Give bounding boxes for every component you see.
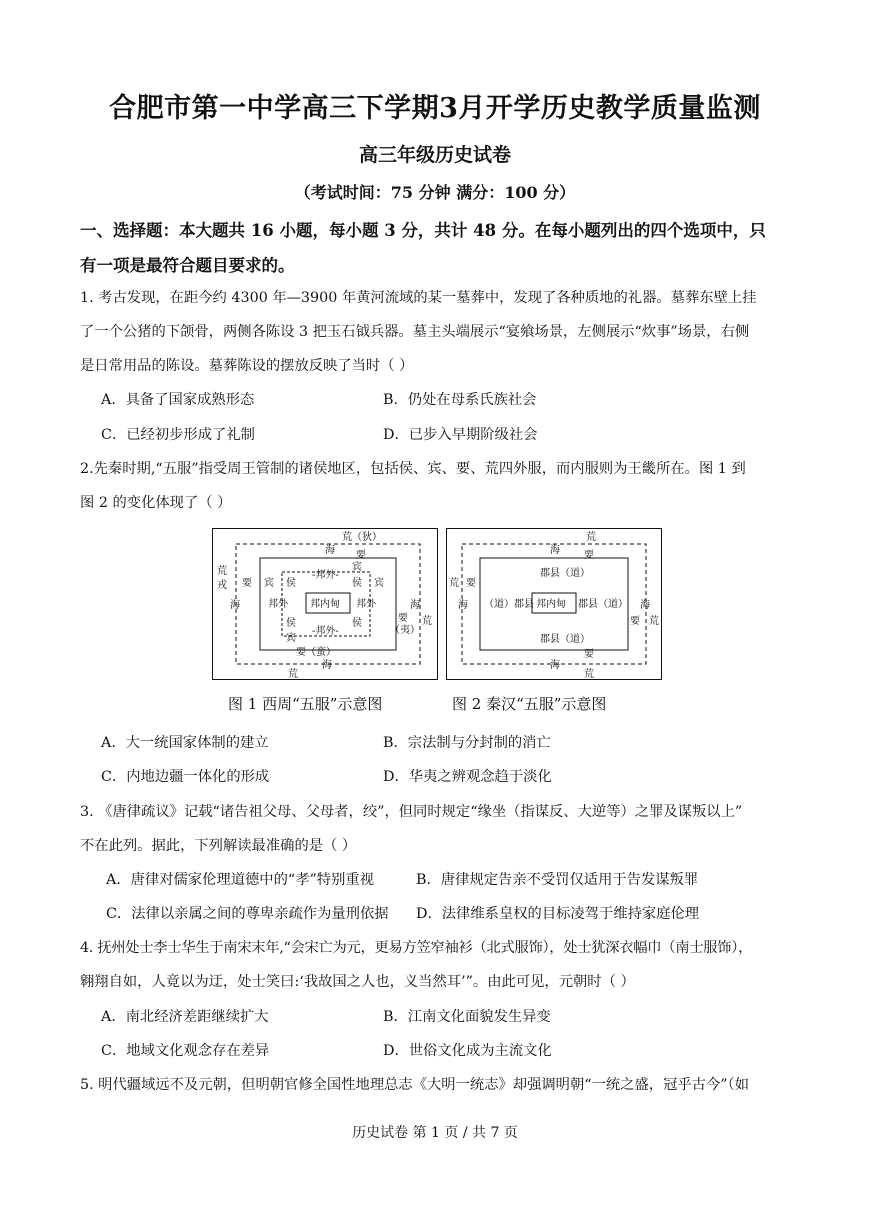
q3-stem-line1: 3. 《唐律疏议》记载“诸告祖父母、父母者，绞”，但同时规定“缘坐（指谋反、大逆等）之罪及谋叛以上” xyxy=(80,804,743,820)
exam-subtitle: 高三年级历史试卷 xyxy=(358,144,511,166)
fig1-hou-br: 侯 xyxy=(352,618,362,629)
fig1-bangwai-bottom: -邦外- xyxy=(312,626,339,637)
fig1-left-sea: 海 xyxy=(230,600,240,611)
q4-option-d[interactable]: D．世俗文化成为主流文化 xyxy=(383,1043,552,1059)
q4-option-c[interactable]: C．地域文化观念存在差异 xyxy=(101,1043,270,1059)
fig1-right-sea: 海 xyxy=(410,600,420,611)
fig2-top-yao: 要 xyxy=(584,550,594,561)
fig1-bin-bottom: 宾 xyxy=(286,633,296,644)
q4-option-b[interactable]: B．江南文化面貌发生异变 xyxy=(383,1009,551,1025)
fig2-left-dao: （道）郡县 xyxy=(484,599,534,610)
fig1-right-yao: 要 xyxy=(398,613,408,624)
fig1-bangwai-top: -邦外- xyxy=(312,570,339,581)
fig1-caption: 图 1 西周“五服”示意图 xyxy=(228,695,383,713)
fig1-left-yao: 要 xyxy=(242,578,252,589)
fig1-right-yi: （夷） xyxy=(390,625,420,636)
q1-option-d[interactable]: D．已步入早期阶级社会 xyxy=(383,427,538,443)
fig1-hou-tr: 侯 xyxy=(352,578,362,589)
q3-option-b[interactable]: B．唐律规定告亲不受罚仅适用于告发谋叛罪 xyxy=(416,872,699,888)
fig1-hou-bl: 侯 xyxy=(286,618,296,629)
fig1-bangwai-left: 邦外 xyxy=(268,599,288,610)
q1-option-c[interactable]: C．已经初步形成了礼制 xyxy=(101,427,255,443)
q2-option-a[interactable]: A．大一统国家体制的建立 xyxy=(101,735,269,751)
q3-stem-line2: 不在此列。据此，下列解读最准确的是（ ） xyxy=(80,838,357,854)
fig1-hou-tl: 侯 xyxy=(286,578,296,589)
fig2-top-outer: 荒 xyxy=(586,532,596,543)
fig2-right-sea: 海 xyxy=(640,600,650,611)
page-footer: 历史试卷 第 1 页 / 共 7 页 xyxy=(352,1125,518,1141)
fig2-caption: 图 2 秦汉“五服”示意图 xyxy=(452,695,607,713)
fig1-bangwai-right: 邦外 xyxy=(356,599,376,610)
fig2-bottom-sea: 海 xyxy=(550,660,560,671)
q3-option-c[interactable]: C．法律以亲属之间的尊卑亲疏作为量刑依据 xyxy=(106,906,389,922)
q1-option-a[interactable]: A．具备了国家成熟形态 xyxy=(101,392,255,408)
fig1-bin-right: 宾 xyxy=(374,578,384,589)
q2-stem-line2: 图 2 的变化体现了（ ） xyxy=(80,495,232,511)
fig2-left-sea: 海 xyxy=(458,600,468,611)
fig2-left-outer: 荒 xyxy=(449,578,459,589)
section-heading-line2: 有一项是最符合题目要求的。 xyxy=(80,256,295,275)
fig2-right-dao: 郡县（道） xyxy=(578,599,628,610)
q4-stem-line1: 4. 抚州处士李士华生于南宋末年,“会宋亡为元，更易方笠窄袖衫（北式服饰），处士犹深衣幅巾（南士服饰）， xyxy=(80,940,753,956)
fig2-wufu-diagram xyxy=(446,528,662,680)
fig1-left-outer: 荒 xyxy=(217,566,227,577)
fig2-bottom-outer: 荒 xyxy=(584,669,594,680)
fig1-center: 邦内甸 xyxy=(310,599,340,610)
q4-option-a[interactable]: A．南北经济差距继续扩大 xyxy=(101,1009,269,1025)
q2-stem-line1: 2.先秦时期,“五服”指受周王管制的诸侯地区，包括侯、宾、要、荒四外服，而内服则为王畿所在。图 1 到 xyxy=(80,461,746,477)
q3-option-a[interactable]: A．唐律对儒家伦理道德中的“孝”特别重视 xyxy=(106,872,374,888)
q4-stem-line2: 翱翔自如，人竟以为迂，处士笑曰:‘我故国之人也，义当然耳’”。由此可见，元朝时（ ） xyxy=(80,974,635,990)
fig2-top-jx: 郡县（道） xyxy=(540,568,590,579)
fig1-bottom-outer: 荒 xyxy=(288,669,298,680)
q5-stem-line1: 5. 明代疆域远不及元朝，但明朝官修全国性地理总志《大明一统志》却强调明朝“一统之盛，冠乎古今”（如 xyxy=(80,1077,750,1093)
fig2-bottom-jx: 郡县（道） xyxy=(540,634,590,645)
fig1-top-outer: 荒（狄） xyxy=(342,532,382,543)
fig2-right-outer: 荒 xyxy=(649,616,659,627)
fig1-bottom-yao: 要（蛮） xyxy=(296,647,336,658)
fig1-bin-left: 宾 xyxy=(264,578,274,589)
fig1-wufu-diagram xyxy=(212,528,438,680)
q2-option-b[interactable]: B．宗法制与分封制的消亡 xyxy=(383,735,551,751)
exam-info: （考试时间：75 分钟 满分：100 分） xyxy=(294,183,576,202)
q3-option-d[interactable]: D．法律维系皇权的目标凌驾于维持家庭伦理 xyxy=(416,906,700,922)
fig2-bottom-yao: 要 xyxy=(584,649,594,660)
fig2-top-sea: 海 xyxy=(550,545,560,556)
fig1-right-outer: 荒 xyxy=(422,616,432,627)
q2-option-d[interactable]: D．华夷之辨观念趋于淡化 xyxy=(383,769,552,785)
q2-option-c[interactable]: C．内地边疆一体化的形成 xyxy=(101,769,270,785)
q1-option-b[interactable]: B．仍处在母系氏族社会 xyxy=(383,392,537,408)
fig1-bottom-sea: 海 xyxy=(322,660,332,671)
fig1-top-sea: 海 xyxy=(325,545,335,556)
q1-stem-line3: 是日常用品的陈设。墓葬陈设的摆放反映了当时（ ） xyxy=(80,358,414,374)
fig2-left-yao: 要 xyxy=(466,578,476,589)
fig1-left-outer2: 戎 xyxy=(217,580,227,591)
fig1-top-yao: 要 xyxy=(356,550,366,561)
section-heading-line1: 一、选择题：本大题共 16 小题，每小题 3 分，共计 48 分。在每小题列出的四个选项中，只 xyxy=(80,221,766,240)
q1-stem-line1: 1. 考古发现，在距今约 4300 年—3900 年黄河流域的某一墓葬中，发现了各种质地的礼器。墓葬东壁上挂 xyxy=(80,290,757,306)
fig2-center: 邦内甸 xyxy=(536,599,566,610)
exam-title: 合肥市第一中学高三下学期3月开学历史教学质量监测 xyxy=(109,93,761,124)
fig1-top-bin: 宾 xyxy=(352,562,362,573)
q1-stem-line2: 了一个公猪的下颌骨，两侧各陈设 3 把玉石钺兵器。墓主头端展示“宴飨场景，左侧展示“炊事”场景，右侧 xyxy=(80,324,750,340)
fig2-right-yao: 要 xyxy=(630,616,640,627)
